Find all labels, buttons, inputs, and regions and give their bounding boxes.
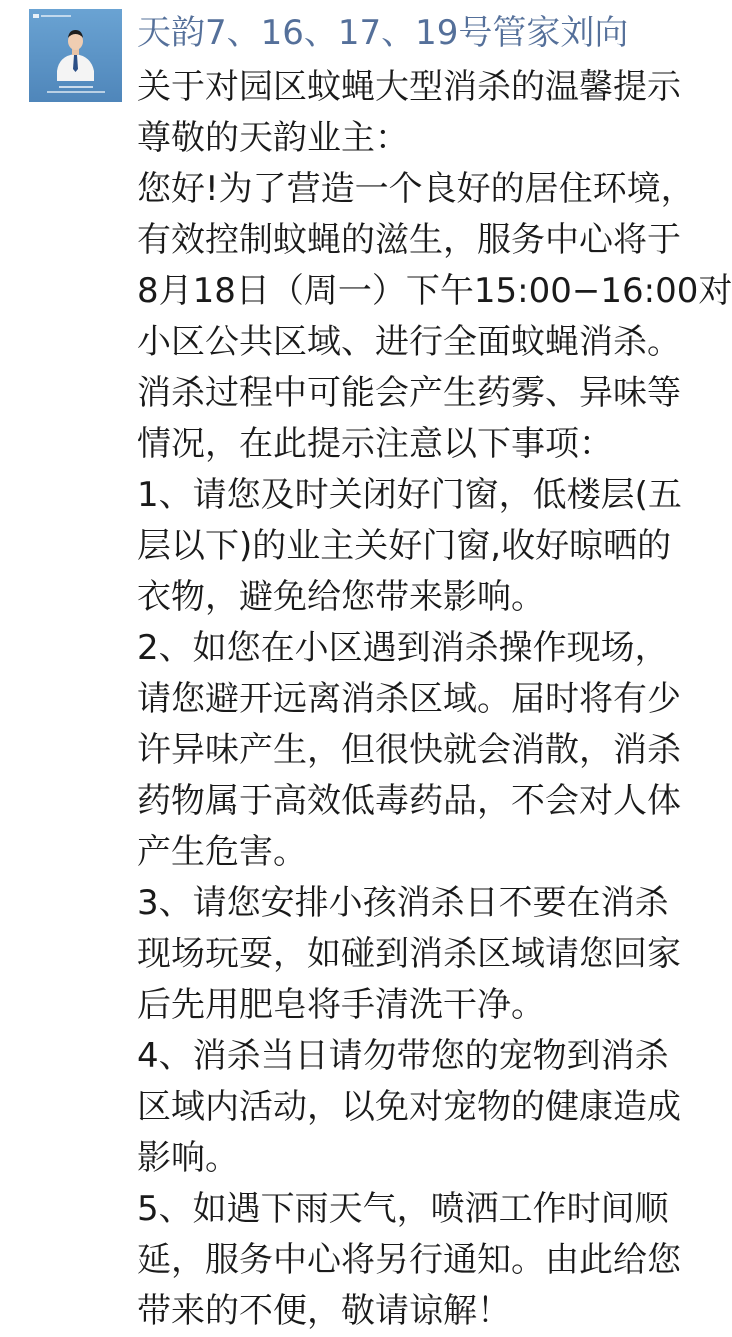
message-line: 消杀过程中可能会产生药雾、异味等 [137, 373, 681, 413]
message-line: 现场玩耍，如碰到消杀区域请您回家 [137, 934, 681, 974]
message-line: 药物属于高效低毒药品，不会对人体 [137, 781, 681, 821]
message-line: 层以下)的业主关好门窗,收好晾晒的 [137, 526, 672, 566]
message-line: 2、如您在小区遇到消杀操作现场， [137, 628, 669, 668]
message-line: 产生危害。 [137, 832, 307, 872]
message-line: 关于对园区蚊蝇大型消杀的温馨提示 [137, 67, 681, 107]
message-line: 许异味产生，但很快就会消散，消杀 [137, 730, 681, 770]
message-line: 后先用肥皂将手清洗干净。 [137, 985, 545, 1025]
message-line: 3、请您安排小孩消杀日不要在消杀 [137, 883, 669, 923]
message-line: 8月18日（周一）下午15:00−16:00对 [137, 271, 732, 311]
sender-name[interactable]: 天韵7、16、17、19号管家刘向 [137, 13, 629, 53]
message-line: 请您避开远离消杀区域。届时将有少 [137, 679, 681, 719]
message-line: 您好!为了营造一个良好的居住环境， [137, 169, 695, 209]
message-line: 有效控制蚊蝇的滋生，服务中心将于 [137, 220, 681, 260]
message-line: 区域内活动，以免对宠物的健康造成 [137, 1087, 681, 1127]
message-line: 衣物，避免给您带来影响。 [137, 577, 545, 617]
message-line: 4、消杀当日请勿带您的宠物到消杀 [137, 1036, 669, 1076]
message-line: 5、如遇下雨天气，喷洒工作时间顺 [137, 1189, 669, 1229]
avatar-photo [29, 9, 122, 102]
message-body [137, 62, 732, 1337]
message-line: 带来的不便，敬请谅解！ [137, 1291, 511, 1331]
avatar[interactable] [29, 9, 122, 102]
message-line: 1、请您及时关闭好门窗，低楼层(五 [137, 475, 682, 515]
message-line: 影响。 [137, 1138, 239, 1178]
message-line: 尊敬的天韵业主： [137, 118, 409, 158]
message-line: 小区公共区域、进行全面蚊蝇消杀。 [137, 322, 681, 362]
message-line: 情况，在此提示注意以下事项： [137, 424, 613, 464]
message-line: 延，服务中心将另行通知。由此给您 [137, 1240, 681, 1280]
